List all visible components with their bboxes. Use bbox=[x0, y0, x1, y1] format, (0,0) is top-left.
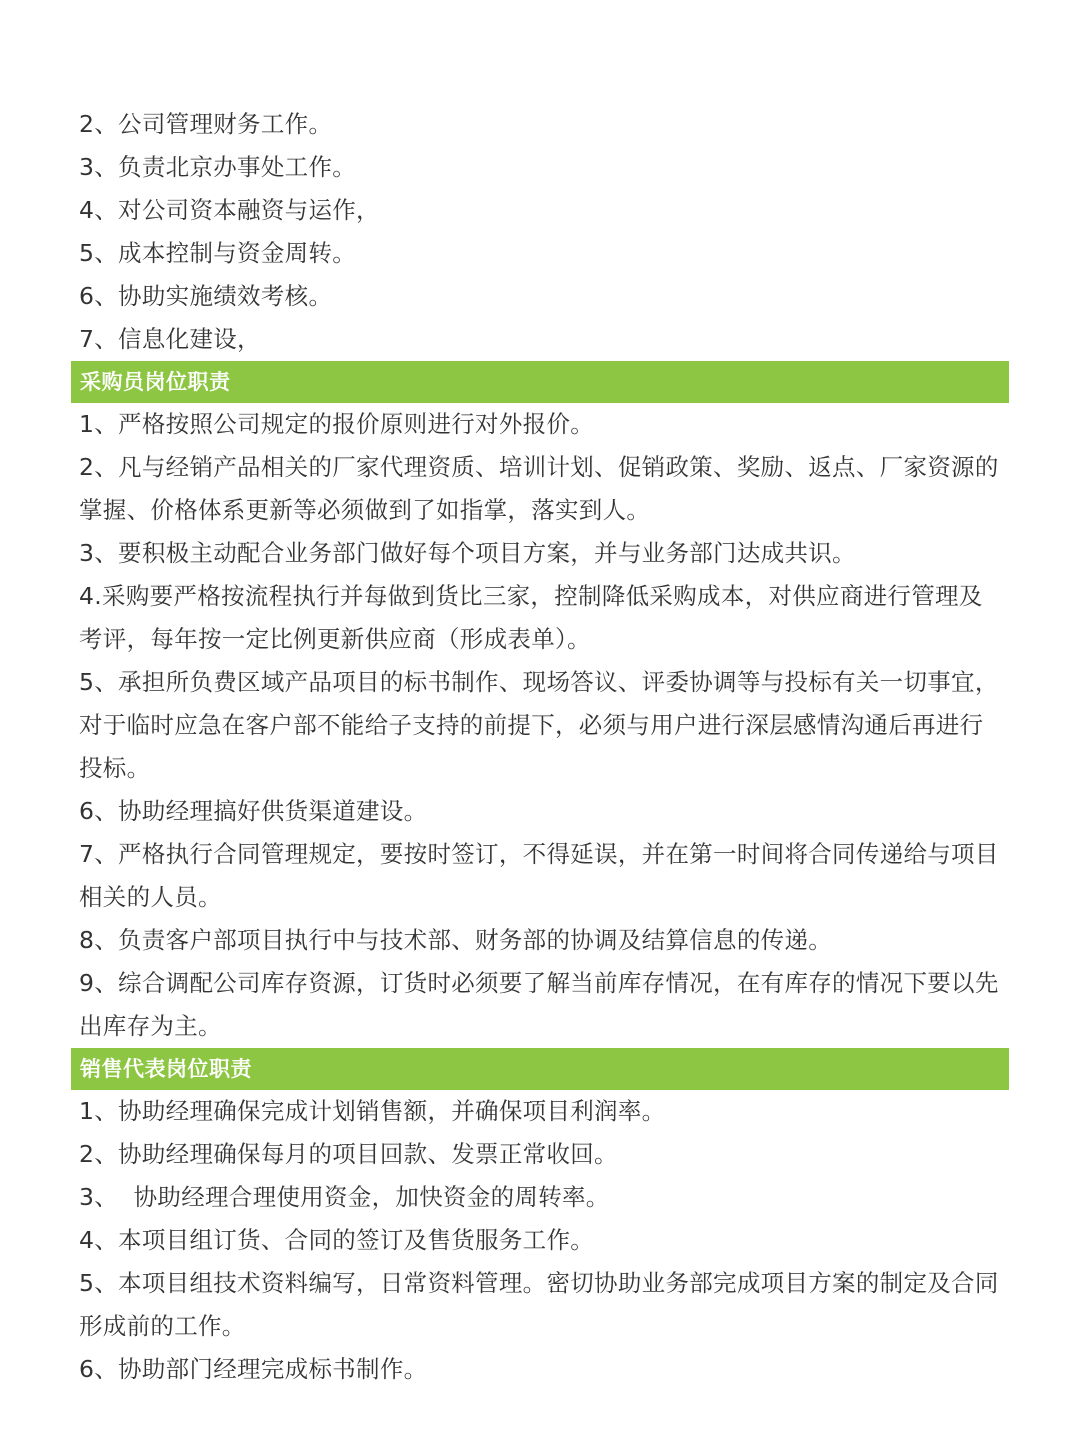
sales-item: 1、协助经理确保完成计划销售额，并确保项目利润率。 bbox=[79, 1097, 666, 1125]
purchaser-item: 6、协助经理搞好供货渠道建设。 bbox=[79, 797, 428, 825]
sales-item: 3、 协助经理合理使用资金，加快资金的周转率。 bbox=[79, 1183, 610, 1211]
purchaser-item: 8、负责客户部项目执行中与技术部、财务部的协调及结算信息的传递。 bbox=[79, 926, 833, 954]
purchaser-item: 1、严格按照公司规定的报价原则进行对外报价。 bbox=[79, 410, 595, 438]
purchaser-item: 3、要积极主动配合业务部门做好每个项目方案，并与业务部门达成共识。 bbox=[79, 539, 856, 567]
purchaser-item: 9、综合调配公司库存资源，订货时必须要了解当前库存情况，在有库存的情况下要以先出库存为主。 bbox=[79, 969, 999, 1040]
intro-item: 7、信息化建设， bbox=[79, 325, 261, 353]
intro-item: 5、成本控制与资金周转。 bbox=[79, 239, 357, 267]
intro-item: 6、协助实施绩效考核。 bbox=[79, 282, 333, 310]
intro-item: 2、公司管理财务工作。 bbox=[79, 110, 333, 138]
sales-item: 5、本项目组技术资料编写，日常资料管理。密切协助业务部完成项目方案的制定及合同形成前的工作。 bbox=[79, 1269, 999, 1340]
purchaser-item: 5、承担所负费区域产品项目的标书制作、现场答议、评委协调等与投标有关一切事宜，对于临时应急在客户部不能给子支持的前提下，必须与用户进行深层感情沟通后再进行投标。 bbox=[79, 668, 999, 782]
intro-item: 4、对公司资本融资与运作， bbox=[79, 196, 380, 224]
intro-item: 3、负责北京办事处工作。 bbox=[79, 153, 357, 181]
section-heading-sales: 销售代表岗位职责 bbox=[71, 1048, 1009, 1090]
purchaser-item: 2、凡与经销产品相关的厂家代理资质、培训计划、促销政策、奖励、返点、厂家资源的掌握、价格体系更新等必须做到了如指掌，落实到人。 bbox=[79, 453, 999, 524]
sales-item: 6、协助部门经理完成标书制作。 bbox=[79, 1355, 428, 1383]
purchaser-item: 7、严格执行合同管理规定，要按时签订，不得延误，并在第一时间将合同传递给与项目相关的人员。 bbox=[79, 840, 999, 911]
sales-item: 2、协助经理确保每月的项目回款、发票正常收回。 bbox=[79, 1140, 618, 1168]
section-heading-purchaser: 采购员岗位职责 bbox=[71, 361, 1009, 403]
purchaser-item: 4.采购要严格按流程执行并每做到货比三家，控制降低采购成本，对供应商进行管理及考评，每年按一定比例更新供应商（形成表单）。 bbox=[79, 582, 983, 653]
sales-item: 4、本项目组订货、合同的签订及售货服务工作。 bbox=[79, 1226, 595, 1254]
